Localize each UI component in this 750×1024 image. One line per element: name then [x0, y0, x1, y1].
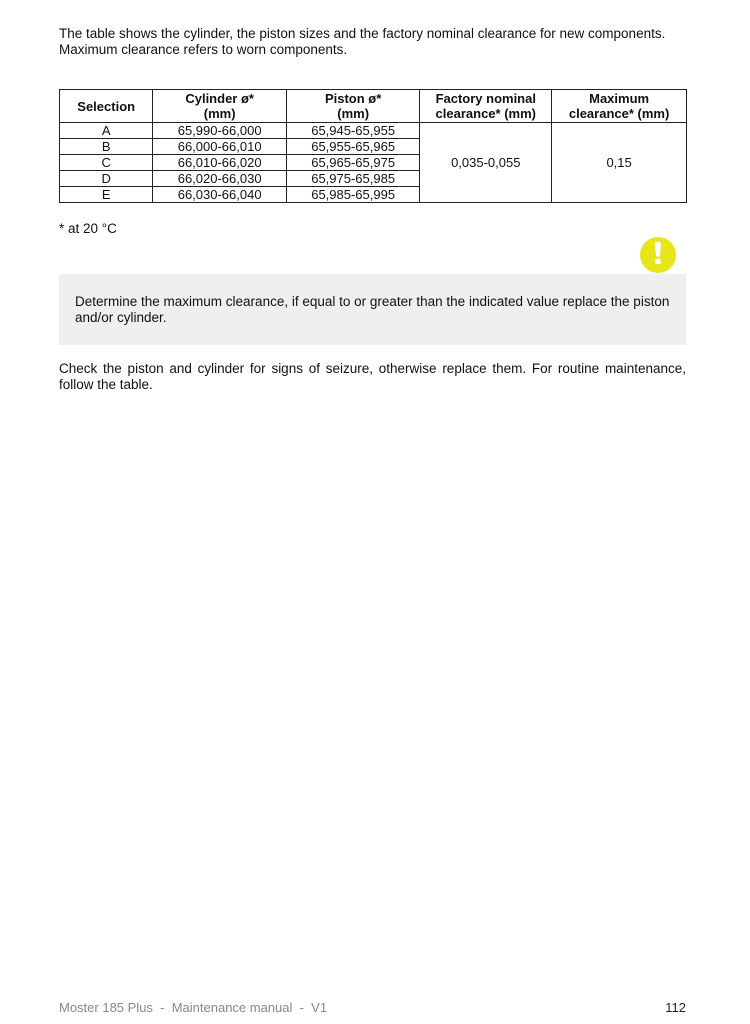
warning-icon: !: [640, 237, 676, 273]
cell-factory-clearance: 0,035-0,055: [420, 123, 552, 203]
cell-selection: E: [60, 187, 153, 203]
cell-selection: D: [60, 171, 153, 187]
warning-text: Determine the maximum clearance, if equal to or greater than the indicated value replace the piston and/or cylinder.: [75, 294, 670, 325]
table-row: [60, 123, 687, 139]
cell-cylinder: 66,030-66,040: [153, 187, 287, 203]
cell-selection: B: [60, 139, 153, 155]
header-cylinder: Cylinder ø* (mm): [153, 90, 287, 123]
intro-text: [59, 26, 686, 58]
cell-piston: 65,955-65,965: [286, 139, 419, 155]
intro-line-1: The table shows the cylinder, the piston sizes and the factory nominal clearance for new components.: [59, 26, 666, 41]
clearance-table: [59, 89, 687, 203]
footer-title: Moster 185 Plus - Maintenance manual - V1: [59, 1000, 328, 1015]
cell-cylinder: 66,020-66,030: [153, 171, 287, 187]
cell-maximum-clearance: 0,15: [552, 123, 687, 203]
header-piston: Piston ø* (mm): [286, 90, 419, 123]
intro-line-2: Maximum clearance refers to worn components.: [59, 42, 348, 57]
header-selection: Selection: [60, 90, 153, 123]
header-factory-clearance: Factory nominal clearance* (mm): [420, 90, 552, 123]
cell-cylinder: 65,990-66,000: [153, 123, 287, 139]
cell-selection: A: [60, 123, 153, 139]
check-paragraph: Check the piston and cylinder for signs of seizure, otherwise replace them. For routine maintenance, follow the table.: [59, 361, 686, 392]
cell-piston: 65,975-65,985: [286, 171, 419, 187]
cell-cylinder: 66,010-66,020: [153, 155, 287, 171]
page-number: 112: [665, 1000, 686, 1015]
footnote: * at 20 °C: [59, 221, 117, 236]
table-header-row: [60, 90, 687, 123]
cell-piston: 65,945-65,955: [286, 123, 419, 139]
cell-cylinder: 66,000-66,010: [153, 139, 287, 155]
header-maximum-clearance: Maximum clearance* (mm): [552, 90, 687, 123]
cell-selection: C: [60, 155, 153, 171]
cell-piston: 65,985-65,995: [286, 187, 419, 203]
warning-note: [59, 274, 686, 345]
cell-piston: 65,965-65,975: [286, 155, 419, 171]
